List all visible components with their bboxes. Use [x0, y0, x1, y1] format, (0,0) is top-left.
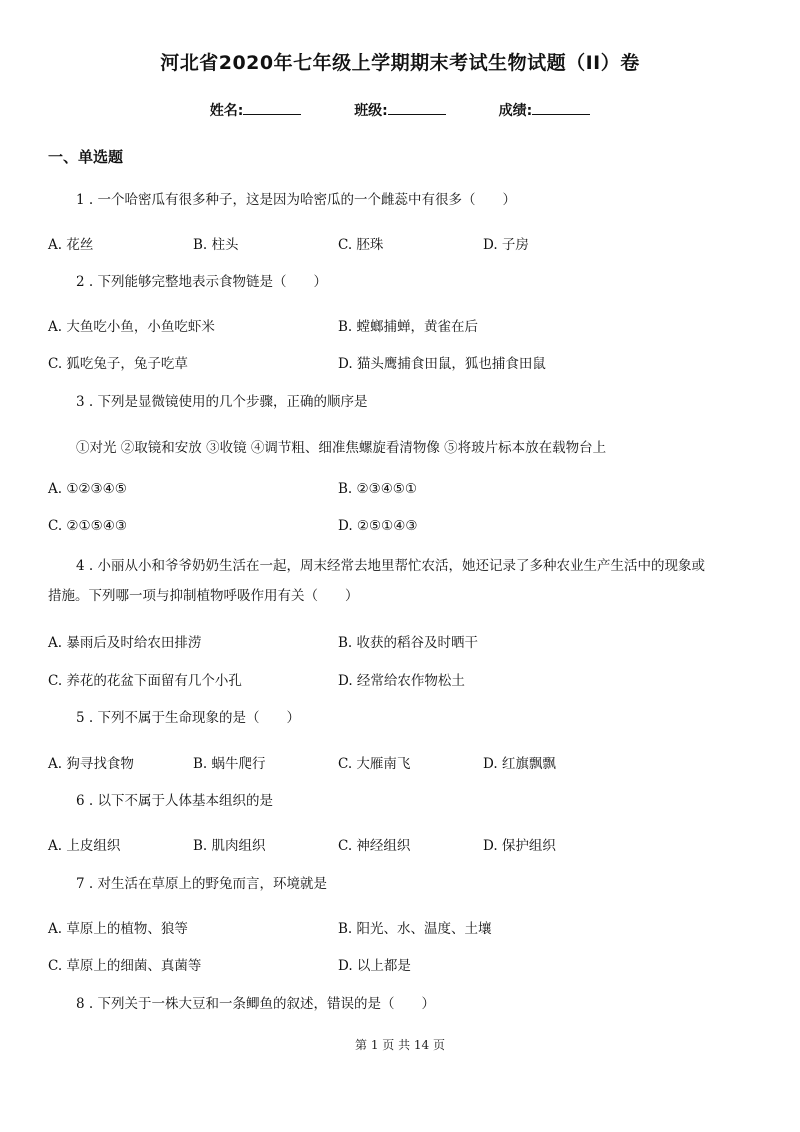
question-4	[48, 551, 758, 611]
options-row	[48, 481, 758, 503]
score-field	[499, 100, 591, 120]
option-d: D. 猫头鹰捕食田鼠，狐也捕食田鼠	[338, 356, 546, 372]
option-c: C. 草原上的细菌、真菌等	[48, 958, 202, 974]
option-a: A. 暴雨后及时给农田排涝	[48, 635, 202, 651]
student-info-row	[0, 100, 800, 120]
option-a: A. 大鱼吃小鱼，小鱼吃虾米	[48, 319, 215, 335]
option-c: C. 养花的花盆下面留有几个小孔	[48, 673, 242, 689]
question-stem: 6 . 以下不属于人体基本组织的是	[76, 793, 273, 809]
name-field	[210, 100, 302, 120]
question-stem: 3 . 下列是显微镜使用的几个步骤，正确的顺序是	[76, 394, 368, 410]
class-field	[354, 100, 446, 120]
options-row	[48, 834, 758, 856]
section-title: 一、单选题	[48, 148, 124, 166]
page-footer: 第 1 页 共 14 页	[355, 1038, 445, 1052]
option-a: A. 草原上的植物、狼等	[48, 921, 188, 937]
name-blank	[243, 102, 301, 115]
question-2	[48, 266, 758, 298]
question-3-steps	[48, 432, 758, 464]
option-a: A. 上皮组织	[48, 838, 121, 854]
option-b: B. 阳光、水、温度、土壤	[338, 921, 492, 937]
page-title: 河北省2020年七年级上学期期末考试生物试题（II）卷	[160, 52, 640, 74]
option-b: B. 螳螂捕蝉，黄雀在后	[338, 319, 479, 335]
options-row	[48, 669, 758, 691]
question-stem-line1: 4 . 小丽从小和爷爷奶奶生活在一起，周末经常去地里帮忙农活，她还记录了多种农业生产生活中的现象或	[76, 558, 705, 574]
option-a: A. 狗寻找食物	[48, 756, 134, 772]
option-b: B. 柱头	[193, 237, 239, 253]
question-stem: 7 . 对生活在草原上的野兔而言，环境就是	[76, 876, 327, 892]
question-stem: 2 . 下列能够完整地表示食物链是（ ）	[76, 274, 327, 290]
option-d: D. 以上都是	[338, 958, 411, 974]
question-3	[48, 386, 758, 418]
options-row	[48, 352, 758, 374]
option-c: C. 狐吃兔子，兔子吃草	[48, 356, 188, 372]
option-a: A. ①②③④⑤	[48, 481, 127, 497]
options-row	[48, 518, 758, 540]
option-d: D. ②⑤①④③	[338, 518, 418, 534]
score-blank	[532, 102, 590, 115]
options-row	[48, 917, 758, 939]
option-b: B. ②③④⑤①	[338, 481, 418, 497]
question-stem: 5 . 下列不属于生命现象的是（ ）	[76, 710, 300, 726]
option-b: B. 肌肉组织	[193, 838, 266, 854]
question-steps: ①对光 ②取镜和安放 ③收镜 ④调节粗、细准焦螺旋看清物像 ⑤将玻片标本放在载物台上	[76, 440, 607, 456]
option-d: D. 经常给农作物松土	[338, 673, 465, 689]
options-row	[48, 233, 758, 255]
option-d: D. 子房	[483, 237, 529, 253]
question-8	[48, 988, 758, 1020]
class-label: 班级:	[354, 103, 388, 119]
option-d: D. 保护组织	[483, 838, 556, 854]
question-stem: 8 . 下列关于一株大豆和一条鲫鱼的叙述，错误的是（ ）	[76, 996, 435, 1012]
option-a: A. 花丝	[48, 237, 94, 253]
name-label: 姓名:	[209, 103, 244, 119]
class-blank	[388, 102, 446, 115]
options-row	[48, 631, 758, 653]
options-row	[48, 954, 758, 976]
question-7	[48, 868, 758, 900]
option-c: C. ②①⑤④③	[48, 518, 127, 534]
question-6	[48, 785, 758, 817]
option-b: B. 蜗牛爬行	[193, 756, 266, 772]
option-b: B. 收获的稻谷及时晒干	[338, 635, 479, 651]
score-label: 成绩:	[498, 103, 533, 119]
option-c: C. 大雁南飞	[338, 756, 411, 772]
option-d: D. 红旗飘飘	[483, 756, 556, 772]
option-c: C. 神经组织	[338, 838, 411, 854]
option-c: C. 胚珠	[338, 237, 384, 253]
question-1	[48, 184, 758, 216]
options-row	[48, 752, 758, 774]
question-5	[48, 702, 758, 734]
question-stem: 1 . 一个哈密瓜有很多种子，这是因为哈密瓜的一个雌蕊中有很多（ ）	[76, 192, 516, 208]
question-stem-line2: 措施。下列哪一项与抑制植物呼吸作用有关（ ）	[48, 588, 359, 604]
options-row	[48, 315, 758, 337]
